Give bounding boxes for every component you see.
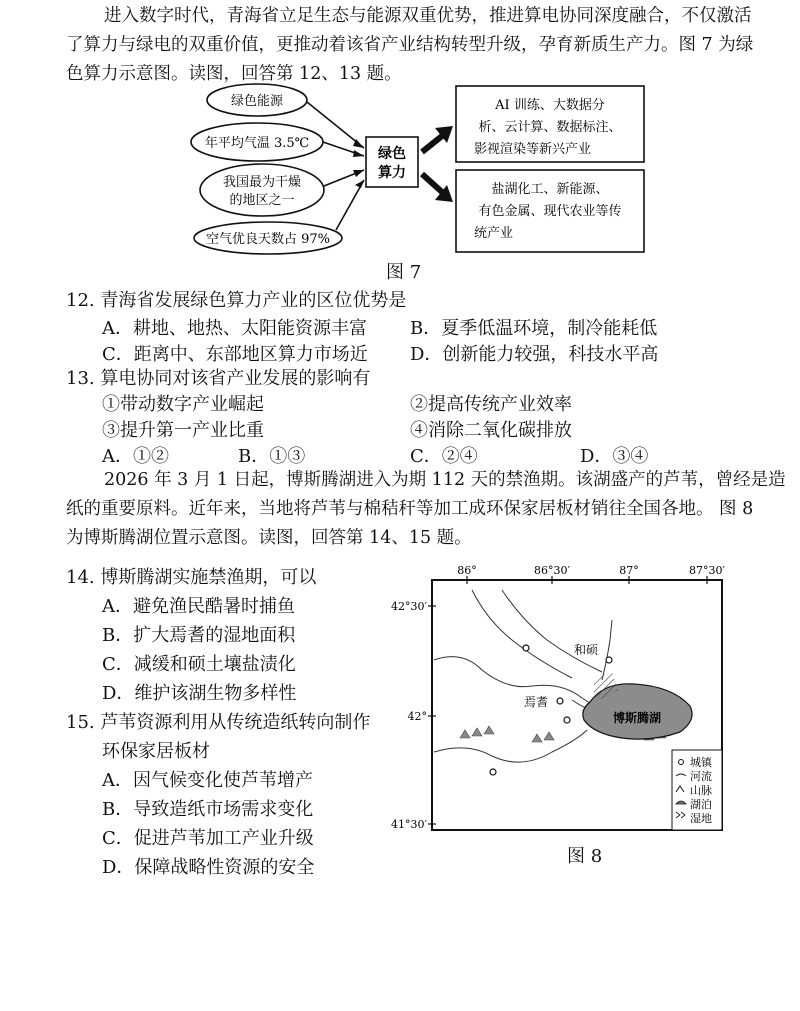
river-north: [502, 590, 602, 672]
town-north: [523, 645, 529, 651]
q15-option-b: B．导致造纸市场需求变化: [102, 799, 314, 820]
figure-8-map: [372, 560, 742, 845]
lon-label-87-30: 87°30′: [689, 564, 725, 577]
q13-statement-2: ②提高传统产业效率: [410, 394, 572, 415]
town-yanqi: [557, 698, 563, 704]
q13-stem: 13. 算电协同对该省产业发展的影响有: [66, 368, 371, 389]
left-item-3a: 我国最为干燥: [222, 175, 302, 190]
legend-mountain: 山脉: [690, 784, 712, 797]
lat-label-42-30: 42°30′: [391, 600, 427, 613]
lon-label-86: 86°: [457, 564, 477, 577]
figure-7-caption: 图 7: [386, 262, 422, 283]
legend-wetland: 湿地: [690, 812, 712, 825]
place-yanqi: 焉耆: [524, 695, 549, 709]
right-bottom-line-2: 有色金属、现代农业等传: [478, 204, 622, 219]
intro1-line-3: 色算力示意图。读图，回答第 12、13 题。: [66, 64, 402, 84]
lon-label-86-30: 86°30′: [534, 564, 570, 577]
lat-label-41-30: 41°30′: [391, 818, 427, 831]
center-label-2: 算力: [378, 165, 406, 181]
center-label-1: 绿色: [378, 146, 406, 162]
river-north-2: [472, 590, 572, 678]
q15-stem-line-1: 15. 芦苇资源利用从传统造纸转向制作: [66, 712, 371, 733]
intro1-line-1: 进入数字时代，青海省立足生态与能源双重优势，推进算电协同深度融合，不仅激活: [104, 6, 752, 26]
q13-option-d: D．③④: [580, 446, 649, 467]
right-top-line-1: AI 训练、大数据分: [495, 98, 605, 113]
legend-town: 城镇: [690, 756, 712, 769]
q12-option-c: C．距离中、东部地区算力市场近: [102, 344, 368, 365]
q15-stem-line-2: 环保家居板材: [102, 741, 210, 762]
left-item-4: 空气优良天数占 97%: [205, 232, 331, 247]
intro2-line-2: 纸的重要原料。近年来，当地将芦苇与棉秸秆等加工成环保家居板材销往全国各地。 图 8: [66, 499, 754, 519]
town-heshuo: [606, 657, 612, 663]
right-top-line-3: 影视渲染等新兴产业: [474, 142, 592, 157]
q14-option-a: A．避免渔民酷暑时捕鱼: [102, 596, 295, 617]
right-bottom-line-3: 统产业: [474, 226, 514, 241]
right-bottom-line-1: 盐湖化工、新能源、: [491, 182, 609, 197]
q14-option-c: C．减缓和硕土壤盐渍化: [102, 654, 296, 675]
q14-option-d: D．维护该湖生物多样性: [102, 683, 297, 704]
intro2-line-3: 为博斯腾湖位置示意图。读图，回答第 14、15 题。: [66, 528, 472, 548]
mountain-ridge-north: [434, 657, 612, 710]
lat-label-42: 42°: [407, 710, 427, 723]
intro2-line-1: 2026 年 3 月 1 日起，博斯腾湖进入为期 112 天的禁渔期。该湖盛产的芦苇，曾经是造: [104, 470, 786, 490]
q13-statement-4: ④消除二氧化碳排放: [410, 420, 572, 441]
figure-7-diagram: [190, 82, 650, 257]
q13-option-a: A．①②: [102, 446, 169, 467]
place-heshuo: 和硕: [574, 643, 599, 657]
place-bosten-lake: 博斯腾湖: [612, 711, 662, 725]
town-south: [564, 717, 570, 723]
lon-label-87: 87°: [619, 564, 639, 577]
mountain-ridge-south: [434, 730, 587, 762]
q15-option-c: C．促进芦苇加工产业升级: [102, 828, 314, 849]
q14-option-b: B．扩大焉耆的湿地面积: [102, 625, 296, 646]
ellipse-dry-region: [200, 164, 324, 216]
q15-option-a: A．因气候变化使芦苇增产: [102, 770, 313, 791]
q13-statement-3: ③提升第一产业比重: [102, 420, 264, 441]
left-item-2: 年平均气温 3.5℃: [204, 136, 310, 151]
q12-option-a: A．耕地、地热、太阳能资源丰富: [102, 318, 367, 339]
legend-river: 河流: [690, 770, 712, 783]
figure-8-caption: 图 8: [567, 846, 603, 867]
town-southwest: [490, 769, 496, 775]
q15-option-d: D．保障战略性资源的安全: [102, 857, 315, 878]
legend-lake: 湖泊: [690, 798, 712, 811]
q12-option-b: B．夏季低温环境，制冷能耗低: [410, 318, 658, 339]
q13-statement-1: ①带动数字产业崛起: [102, 394, 264, 415]
q12-stem: 12. 青海省发展绿色算力产业的区位优势是: [66, 290, 407, 311]
left-item-1: 绿色能源: [230, 94, 284, 109]
q13-option-c: C．②④: [410, 446, 478, 467]
q12-option-d: D．创新能力较强，科技水平高: [410, 344, 659, 365]
intro1-line-2: 了算力与绿电的双重价值，更推动着该省产业结构转型升级，孕育新质生产力。图 7 为绿: [66, 35, 754, 55]
q14-stem: 14. 博斯腾湖实施禁渔期，可以: [66, 567, 317, 588]
q13-option-b: B．①③: [238, 446, 306, 467]
river-heshuo: [602, 620, 612, 680]
right-top-line-2: 析、云计算、数据标注、: [478, 120, 622, 135]
left-item-3b: 的地区之一: [229, 193, 295, 208]
